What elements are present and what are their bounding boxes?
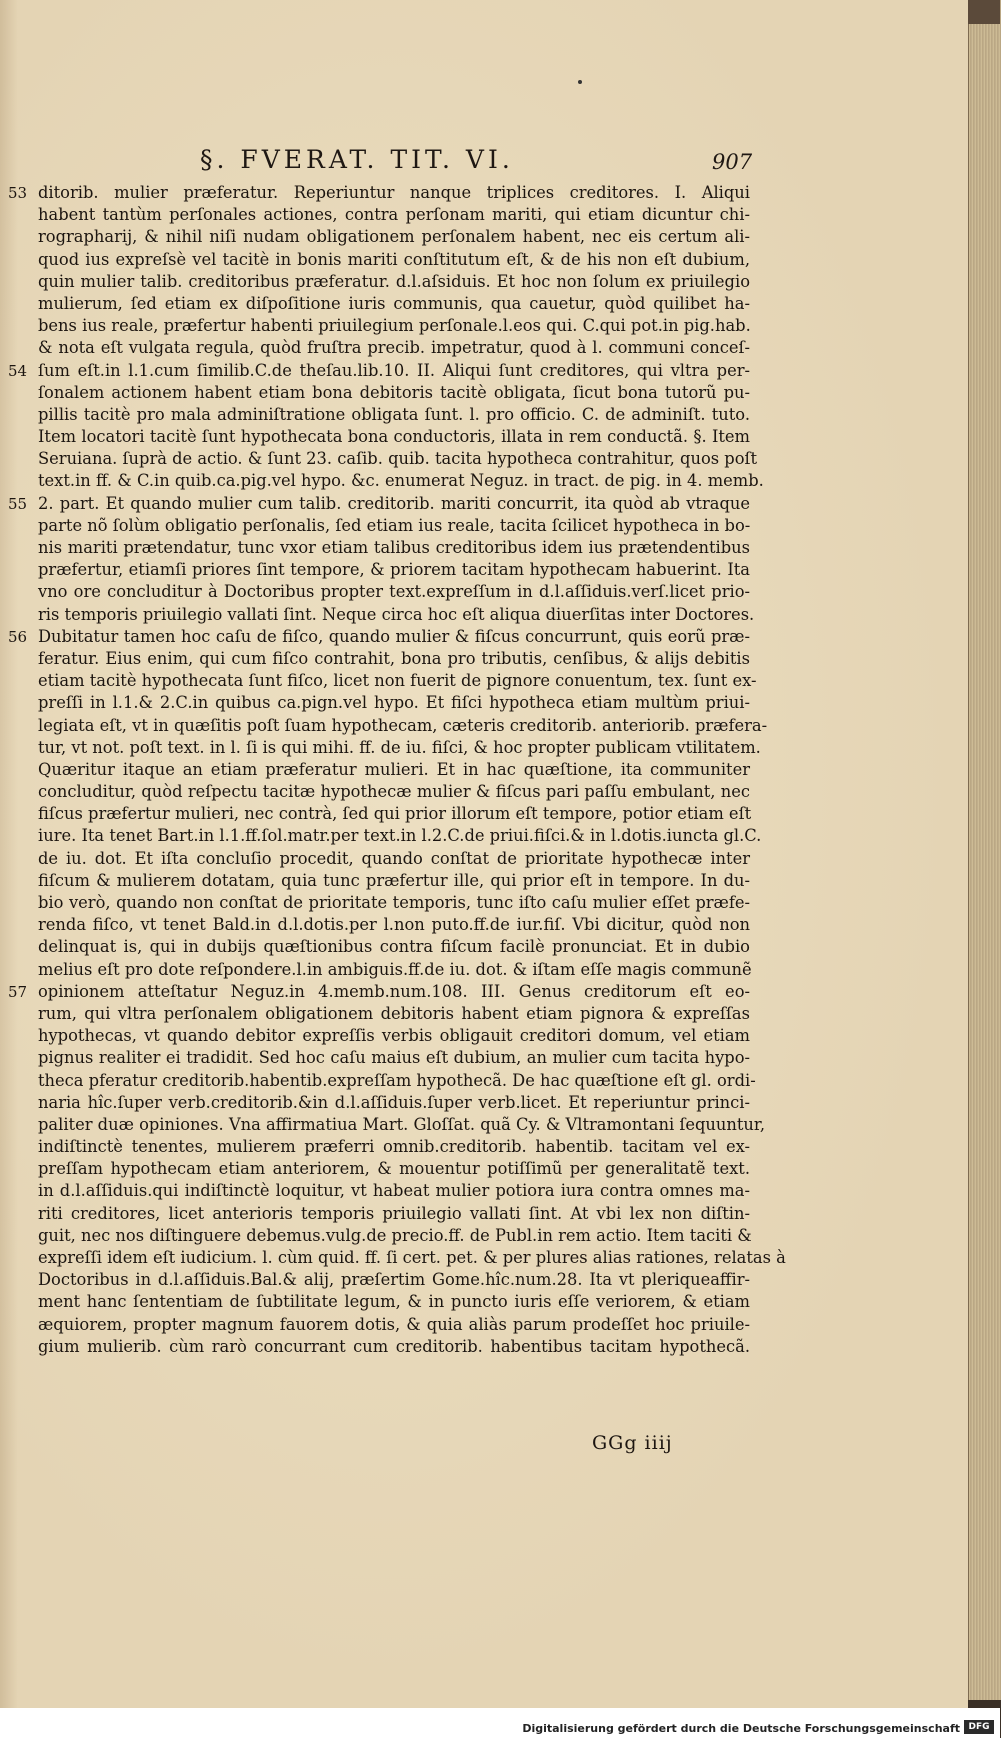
text-line — [38, 959, 750, 981]
line-text: bio verò, quando non conſtat de prioritate temporis, tunc iſto caſu mulier eſſet præfe- — [38, 893, 750, 912]
digitization-credit: Digitalisierung gefördert durch die Deutsche Forschungsgemeinschaft — [522, 1722, 960, 1735]
margin-number: 56 — [8, 627, 28, 646]
line-text: tur, vt not. poſt text. in l. ſi is qui mihi. ff. de iu. fiſci, & hoc propter publicam vtilitatem. — [38, 737, 761, 757]
line-text: concluditur, quòd reſpectu tacitæ hypothecæ mulier & fiſcus pari paſſu embulant, nec — [38, 782, 750, 802]
text-line — [38, 226, 750, 248]
text-line — [38, 715, 768, 737]
text-line — [38, 1136, 750, 1158]
text-line — [38, 936, 750, 958]
text-line — [38, 781, 750, 803]
margin-number: 57 — [8, 982, 28, 1001]
text-line — [38, 1336, 750, 1358]
text-line — [38, 1025, 750, 1047]
text-line — [38, 670, 757, 692]
text-line — [38, 470, 764, 492]
line-text: Quæritur itaque an etiam præferatur mulieri. Et in hac quæſtione, ita communiter — [38, 759, 750, 779]
text-line — [38, 1247, 786, 1269]
line-text: ment hanc ſententiam de ſubtilitate legum, & in puncto iuris eſſe veriorem, & etiam — [38, 1292, 750, 1312]
text-line — [38, 1203, 750, 1225]
line-text: etiam tacitè hypothecata ſunt fiſco, licet non fuerit de pignore conuentum, tex. ſunt ex- — [38, 671, 757, 691]
text-line — [38, 914, 750, 936]
line-text: æquiorem, propter magnum fauorem dotis, & quia aliàs parum prodeſſet hoc priuile- — [38, 1314, 750, 1334]
line-text: legiata eſt, vt in quæſitis poſt ſuam hypothecam, cæteris creditorib. anteriorib. præfera- — [38, 715, 768, 735]
page-number: 907 — [712, 150, 753, 174]
text-line — [38, 1291, 750, 1313]
line-text: ris temporis priuilegio vallati ſint. Neque circa hoc eſt aliqua diuerſitas inter Doctores. — [38, 604, 755, 624]
line-text: riti creditores, licet anterioris temporis priuilegio vallati ſint. At vbi lex non diſtin- — [38, 1203, 750, 1223]
text-line — [38, 249, 750, 271]
line-text: Doctoribus in d.l.aſſiduis.Bal.& alij, præſertim Gome.hîc.num.28. Ita vt pleriqueaffir- — [38, 1270, 750, 1290]
line-text: Item locatori tacitè ſunt hypothecata bona conductoris, illata in rem conductã. §. Item — [38, 427, 750, 447]
line-text: gium mulierib. cùm rarò concurrant cum creditorib. habentibus tacitam hypothecã. — [38, 1336, 750, 1356]
line-text: hypothecas, vt quando debitor expreſſis verbis obligauit creditori domum, vel etiam — [38, 1026, 750, 1046]
text-line — [38, 648, 750, 670]
signature-mark: GGg iiij — [592, 1432, 673, 1454]
line-text: Seruiana. ſuprà de actio. & ſunt 23. caſib. quib. tacita hypotheca contrahitur, quos poſt — [38, 449, 758, 469]
running-head: §. FVERAT. TIT. VI. — [200, 145, 514, 174]
text-line — [38, 337, 750, 359]
text-line — [38, 1269, 750, 1291]
line-text: mulierum, ſed etiam ex diſpoſitione iuris communis, qua cauetur, quòd quilibet ha- — [38, 293, 750, 313]
text-line — [38, 382, 750, 404]
text-line — [38, 204, 750, 226]
line-text: ſonalem actionem habent etiam bona debitoris tacitè obligata, ſicut bona tutorũ pu- — [38, 382, 750, 402]
text-line — [38, 293, 750, 315]
text-line — [8, 626, 750, 648]
text-line — [38, 848, 750, 870]
line-text: fiſcus præfertur mulieri, nec contrà, ſed qui prior illorum eſt tempore, potior etiam eſt — [38, 804, 752, 824]
line-text: 2. part. Et quando mulier cum talib. creditorib. mariti concurrit, ita quòd ab vtraque — [38, 493, 750, 513]
text-line — [38, 1047, 750, 1069]
text-line — [38, 537, 750, 559]
text-line — [38, 825, 762, 847]
text-line — [38, 737, 761, 759]
text-line — [38, 692, 750, 714]
line-text: nis mariti prætendatur, tunc vxor etiam talibus creditoribus idem ius prætendentibus — [38, 538, 750, 557]
line-text: vno ore concluditur à Doctoribus propter text.expreſſum in d.l.aſſiduis.verſ.licet prio- — [38, 582, 750, 602]
line-text: fiſcum & mulierem dotatam, quia tunc præfertur ille, qui prior eſt in tempore. In du- — [38, 870, 750, 890]
text-line — [38, 515, 750, 537]
text-line — [38, 315, 750, 337]
line-text: habent tantùm perſonales actiones, contra perſonam mariti, qui etiam dicuntur chi- — [38, 205, 750, 225]
text-line — [38, 448, 758, 470]
text-line — [38, 1092, 750, 1114]
line-text: iure. Ita tenet Bart.in l.1.ff.ſol.matr.per text.in l.2.C.de priui.fiſci.& in l.dotis.iuncta gl.C. — [38, 826, 762, 846]
line-text: guit, nec nos diſtinguere debemus.vulg.de precio.ff. de Publ.in rem actio. Item taciti & — [38, 1225, 752, 1245]
text-line — [38, 581, 750, 603]
line-text: feratur. Eius enim, qui cum fiſco contrahit, bona pro tributis, cenſibus, & alijs debitis — [38, 648, 750, 668]
line-text: theca pferatur creditorib.habentib.expreſſam hypothecã. De hac quæſtione eſt gl. ordi- — [38, 1070, 756, 1090]
text-line — [38, 1180, 750, 1202]
line-text: renda fiſco, vt tenet Bald.in d.l.dotis.per l.non puto.ff.de iur.fiſ. Vbi dicitur, quòd non — [38, 915, 750, 935]
margin-number: 54 — [8, 361, 28, 380]
text-line — [38, 1225, 750, 1247]
line-text: præfertur, etiamſi priores ſint tempore, & priorem tacitam hypothecam habuerint. Ita — [38, 560, 750, 580]
text-line — [38, 759, 750, 781]
margin-number: 53 — [8, 184, 28, 202]
text-line — [8, 182, 750, 204]
line-text: preſſam hypothecam etiam anteriorem, & mouentur potiſſimũ per generalitatẽ text. — [38, 1159, 750, 1179]
line-text: & nota eſt vulgata regula, quòd fruſtra precib. impetratur, quod à l. communi conceſ- — [38, 338, 750, 358]
line-text: quod ius expreſsè vel tacitè in bonis mariti conſtitutum eſt, & de his non eſt dubium, — [38, 249, 750, 269]
line-text: rographarij, & nihil niſi nudam obligationem perſonalem habent, nec eis certum ali- — [38, 227, 750, 247]
text-line — [38, 271, 750, 293]
line-text: Dubitatur tamen hoc caſu de fiſco, quando mulier & fiſcus concurrunt, quis eorũ præ- — [38, 626, 750, 646]
line-text: expreſſi idem eſt iudicium. l. cùm quid. ff. ſi cert. pet. & per plures alias rationes, relatas à — [38, 1248, 786, 1267]
text-line — [8, 360, 750, 382]
line-text: preſſi in l.1.& 2.C.in quibus ca.pign.vel hypo. Et fiſci hypotheca etiam multùm priui- — [38, 693, 750, 713]
text-line — [38, 892, 750, 914]
line-text: parte nõ ſolùm obligatio perſonalis, ſed etiam ius reale, tacita ſcilicet hypotheca in bo- — [38, 515, 751, 535]
text-line — [38, 604, 755, 626]
line-text: indiſtinctè tenentes, mulierem præferri omnib.creditorib. habentib. tacitam vel ex- — [38, 1137, 750, 1157]
text-line — [38, 870, 750, 892]
text-line — [38, 1314, 750, 1336]
text-line — [38, 1114, 766, 1136]
dfg-logo: DFG — [964, 1720, 994, 1734]
text-line — [38, 1158, 750, 1180]
line-text: de iu. dot. Et iſta concluſio procedit, quando conſtat de prioritate hypothecæ inter — [38, 848, 750, 868]
line-text: pillis tacitè pro mala adminiſtratione obligata ſunt. l. pro officio. C. de adminiſt. tuto. — [38, 404, 750, 424]
binding-shadow — [968, 0, 1000, 24]
line-text: ditorib. mulier præferatur. Reperiuntur nanque triplices creditores. I. Aliqui — [38, 183, 750, 202]
line-text: naria hîc.ſuper verb.creditorib.&in d.l.aſſiduis.ſuper verb.licet. Et reperiuntur princi- — [38, 1092, 750, 1112]
line-text: bens ius reale, præfertur habenti priuilegium perſonale.l.eos qui. C.qui pot.in pig.hab. — [38, 316, 751, 336]
line-text: pignus realiter ei tradidit. Sed hoc caſu maius eſt dubium, an mulier cum tacita hypo- — [38, 1048, 750, 1068]
page-edges — [968, 0, 1001, 1700]
line-text: paliter duæ opiniones. Vna affirmatiua Mart. Gloſſat. quã Cy. & Vltramontani ſequuntur, — [38, 1114, 766, 1134]
line-text: quin mulier talib. creditoribus præferatur. d.l.aſsiduis. Et hoc non ſolum ex priuilegio — [38, 271, 750, 291]
line-text: delinquat is, qui in dubijs quæſtionibus contra fiſcum facilè pronunciat. Et in dubio — [38, 937, 750, 957]
ink-speck — [578, 80, 582, 84]
line-text: rum, qui vltra perſonalem obligationem debitoris habent etiam pignora & expreſſas — [38, 1003, 750, 1023]
line-text: opinionem atteſtatur Neguz.in 4.memb.num.108. III. Genus creditorum eſt eo- — [38, 981, 750, 1001]
body-text — [8, 182, 786, 1358]
line-text: melius eſt pro dote reſpondere.l.in ambiguis.ff.de iu. dot. & iſtam eſſe magis communẽ — [38, 959, 752, 979]
text-line — [38, 1003, 750, 1025]
text-line — [38, 559, 750, 581]
text-line — [38, 404, 750, 426]
text-line — [38, 426, 750, 448]
line-text: in d.l.aſſiduis.qui indiſtinctè loquitur, vt habeat mulier potiora iura contra omnes ma- — [38, 1181, 750, 1201]
text-line — [8, 493, 750, 515]
line-text: text.in ff. & C.in quib.ca.pig.vel hypo. &c. enumerat Neguz. in tract. de pig. in 4. memb. — [38, 471, 764, 491]
margin-number: 55 — [8, 494, 28, 513]
text-line — [38, 803, 750, 825]
text-line — [38, 1070, 756, 1092]
text-line — [8, 981, 750, 1003]
line-text: ſum eſt.in l.1.cum ſimilib.C.de theſau.lib.10. II. Aliqui ſunt creditores, qui vltra per- — [38, 360, 750, 380]
